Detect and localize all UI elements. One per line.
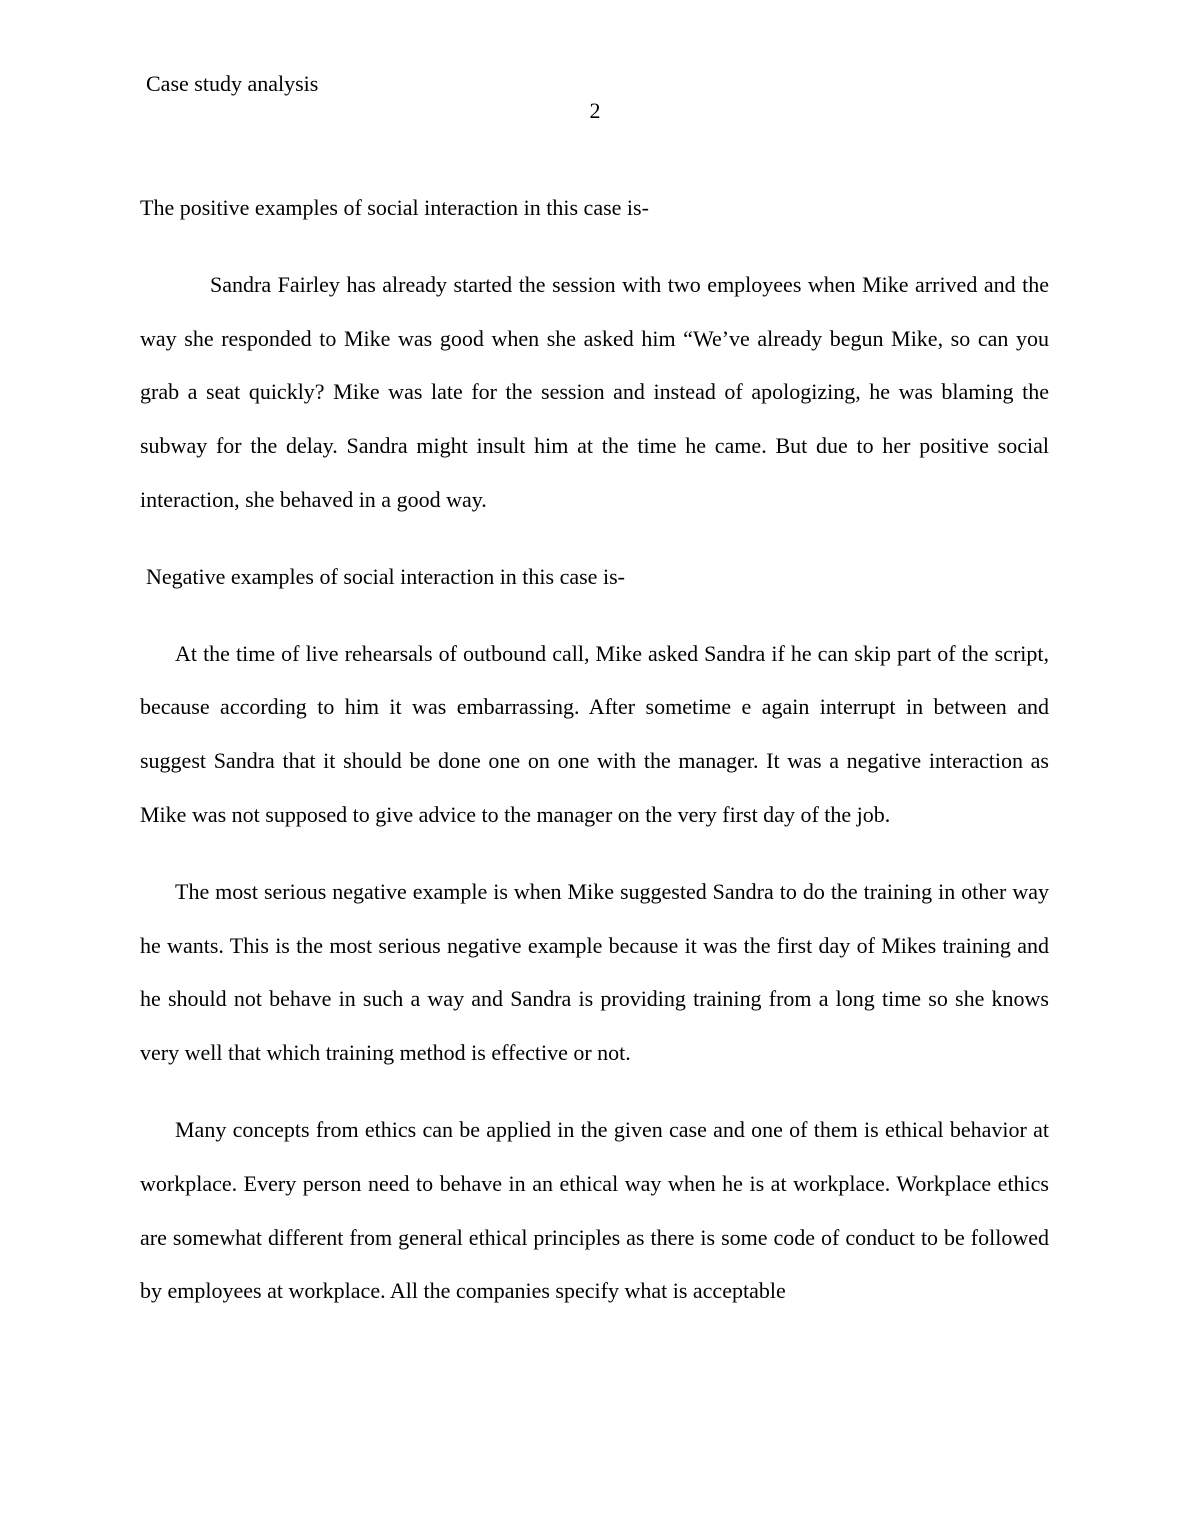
paragraph-negative-examples: At the time of live rehearsals of outbound call, Mike asked Sandra if he can skip part of the script, because according to him it was embarrassing. After sometime e again interrupt in between and suggest Sandra that it should be done one on one with the manager. It was a negative interaction as Mike was not supposed to give advice to the manager on the very first day of the job. [140,640,1049,827]
page-number: 2 [589,98,601,123]
running-head: Case study analysis [146,71,319,96]
document-body [140,181,1049,1318]
paragraph-positive-examples: Sandra Fairley has already started the session with two employees when Mike arrived and the way she responded to Mike was good when she asked him “We’ve already begun Mike, so can you grab a seat quickly? Mike was late for the session and instead of apologizing, he was blaming the subway for the delay. Sandra might insult him at the time he came. But due to her positive social interaction, she behaved in a good way. [140,271,1049,512]
heading-negative-examples: Negative examples of social interaction in this case is- [146,563,625,589]
heading-positive-examples: The positive examples of social interaction in this case is- [140,195,649,220]
paragraph-ethics-concepts: Many concepts from ethics can be applied in the given case and one of them is ethical behavior at workplace. Every person need to behave in an ethical way when he is at workplace. Workplace ethics are somewhat different from general ethical principles as there is some code of conduct to be followed by employees at workplace. All the companies specify what is acceptable [140,1116,1049,1304]
paragraph-most-serious-example: The most serious negative example is when Mike suggested Sandra to do the training in other way he wants. This is the most serious negative example because it was the first day of Mikes training and he should not behave in such a way and Sandra is providing training from a long time so she knows very well that which training method is effective or not. [140,878,1049,1066]
